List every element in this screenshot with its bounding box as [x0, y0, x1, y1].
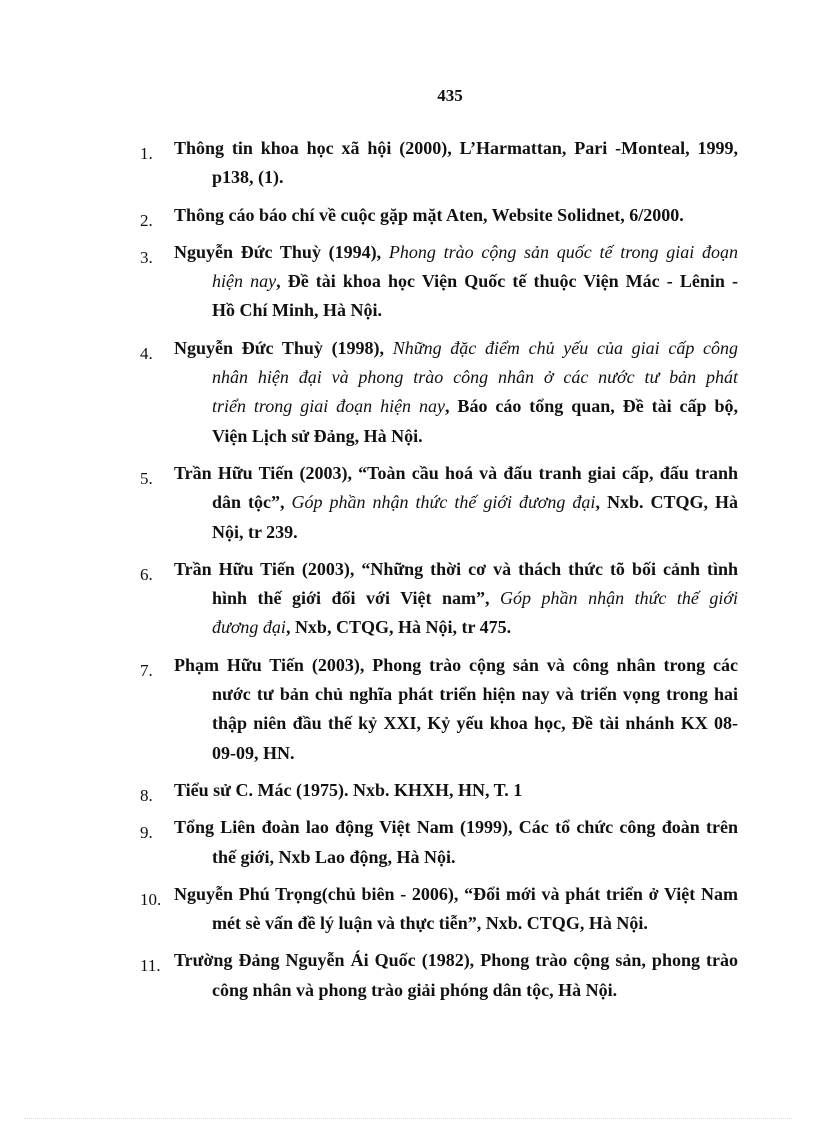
reference-number: 9.	[140, 823, 153, 843]
reference-line	[174, 459, 738, 488]
reference-segment: Trần Hữu Tiến (2003), “Toàn cầu hoá và đấu tranh giai cấp, đấu tranh	[174, 462, 738, 483]
reference-item	[140, 459, 738, 547]
reference-title: Phong trào cộng sản quốc tế trong giai đoạn	[388, 241, 738, 262]
reference-segment: Trường Đảng Nguyễn Ái Quốc (1982), Phong trào cộng sản, phong trào	[174, 950, 738, 971]
reference-segment: Tổng Liên đoàn lao động Việt Nam (1999), Các tổ chức công đoàn trên	[174, 817, 738, 838]
reference-line	[174, 843, 738, 872]
reference-line	[174, 422, 738, 451]
reference-segment: Thông tin khoa học xã hội (2000), L’Harmattan, Pari -Monteal, 1999,	[174, 138, 738, 158]
reference-segment: nước tư bản chủ nghĩa phát triển hiện nay và triển vọng trong hai	[212, 684, 738, 705]
reference-line	[174, 555, 738, 584]
reference-line	[174, 363, 738, 392]
reference-number: 7.	[140, 660, 153, 680]
reference-number: 10.	[140, 889, 162, 909]
reference-number: 1.	[140, 144, 153, 163]
reference-number: 2.	[140, 210, 153, 230]
reference-line	[174, 392, 738, 421]
reference-line	[174, 334, 738, 363]
reference-line	[174, 238, 738, 267]
reference-item	[140, 201, 738, 230]
reference-segment: thập niên đầu thế kỷ XXI, Kỷ yếu khoa học, Đề tài nhánh KX 08-	[212, 713, 738, 734]
reference-title: Góp phần nhận thức thế giới đương đại	[291, 492, 596, 513]
reference-line	[174, 776, 738, 805]
reference-segment: , Nxb, CTQG, Hà Nội, tr 475.	[285, 617, 512, 638]
reference-number: 5.	[140, 468, 153, 488]
reference-item	[140, 946, 738, 1005]
reference-segment: p138, (1).	[212, 167, 284, 188]
reference-item	[140, 813, 738, 872]
reference-number: 11.	[140, 956, 161, 976]
reference-line	[174, 880, 738, 909]
reference-text	[174, 201, 738, 230]
reference-segment: Nội, tr 239.	[212, 521, 298, 542]
reference-number: 6.	[140, 564, 153, 584]
reference-line	[174, 651, 738, 680]
reference-text	[174, 134, 738, 193]
reference-segment: Tiểu sử C. Mác (1975). Nxb. KHXH, HN, T. 1	[174, 779, 523, 800]
reference-line	[174, 909, 738, 938]
reference-text	[174, 459, 738, 547]
reference-segment: Viện Lịch sử Đảng, Hà Nội.	[212, 425, 423, 446]
reference-line	[174, 296, 738, 325]
reference-title: đương đại	[212, 617, 286, 638]
reference-segment: Nguyễn Đức Thuỳ (1998),	[174, 337, 393, 358]
reference-segment: Nguyễn Đức Thuỳ (1994),	[174, 241, 389, 262]
reference-text	[174, 334, 738, 451]
reference-item	[140, 880, 738, 939]
reference-segment: thế giới, Nxb Lao động, Hà Nội.	[212, 846, 456, 867]
reference-segment: hình thế giới đối với Việt nam”,	[212, 588, 501, 609]
page-number: 435	[437, 86, 463, 105]
reference-segment: , Nxb. CTQG, Hà	[595, 492, 738, 513]
reference-line	[174, 584, 738, 613]
reference-segment: Hồ Chí Minh, Hà Nội.	[212, 300, 383, 321]
reference-segment: Trần Hữu Tiến (2003), “Những thời cơ và thách thức tõ bối cảnh tình	[174, 558, 738, 579]
reference-line	[174, 709, 738, 738]
reference-segment: Thông cáo báo chí về cuộc gặp mặt Aten, Website Solidnet, 6/2000.	[174, 204, 684, 225]
page-bottom-rule	[24, 1118, 792, 1119]
reference-line	[174, 518, 738, 547]
reference-line	[174, 488, 738, 517]
reference-number: 8.	[140, 785, 153, 805]
reference-line	[174, 613, 738, 642]
reference-segment: Nguyễn Phú Trọng(chủ biên - 2006), “Đổi mới và phát triển ở Việt Nam	[174, 883, 738, 904]
reference-title: Góp phần nhận thức thế giới	[500, 588, 738, 609]
reference-segment: dân tộc”,	[212, 492, 292, 513]
reference-title: nhân hiện đại và phong trào công nhân ở các nước tư bản phát	[212, 367, 738, 388]
reference-item	[140, 555, 738, 643]
reference-item	[140, 776, 738, 805]
reference-item	[140, 651, 738, 768]
reference-title: Những đặc điểm chủ yếu của giai cấp công	[392, 337, 738, 358]
reference-number: 4.	[140, 343, 153, 363]
reference-item	[140, 134, 738, 193]
reference-line	[174, 163, 738, 192]
reference-line	[174, 267, 738, 296]
reference-line	[174, 739, 738, 768]
reference-segment: mét sè vấn đề lý luận và thực tiễn”, Nxb. CTQG, Hà Nội.	[212, 913, 648, 934]
reference-segment: công nhân và phong trào giải phóng dân tộc, Hà Nội.	[212, 979, 618, 1000]
reference-segment: 09-09, HN.	[212, 742, 295, 763]
reference-text	[174, 238, 738, 326]
reference-item	[140, 334, 738, 451]
reference-segment: , Đề tài khoa học Viện Quốc tế thuộc Viện Mác - Lênin -	[276, 271, 738, 292]
reference-text	[174, 555, 738, 643]
reference-line	[174, 946, 738, 975]
reference-text	[174, 946, 738, 1005]
reference-number: 3.	[140, 247, 153, 267]
reference-line	[174, 976, 738, 1005]
reference-list	[140, 134, 738, 1013]
reference-segment: , Báo cáo tổng quan, Đề tài cấp bộ,	[445, 396, 738, 417]
reference-item	[140, 238, 738, 326]
reference-text	[174, 651, 738, 768]
reference-text	[174, 880, 738, 939]
reference-title: triển trong giai đoạn hiện nay	[212, 396, 445, 417]
reference-line	[174, 134, 738, 163]
reference-line	[174, 813, 738, 842]
reference-segment: Phạm Hữu Tiến (2003), Phong trào cộng sản và công nhân trong các	[174, 654, 738, 675]
reference-text	[174, 776, 738, 805]
reference-title: hiện nay	[212, 271, 277, 292]
reference-line	[174, 201, 738, 230]
reference-line	[174, 680, 738, 709]
reference-text	[174, 813, 738, 872]
